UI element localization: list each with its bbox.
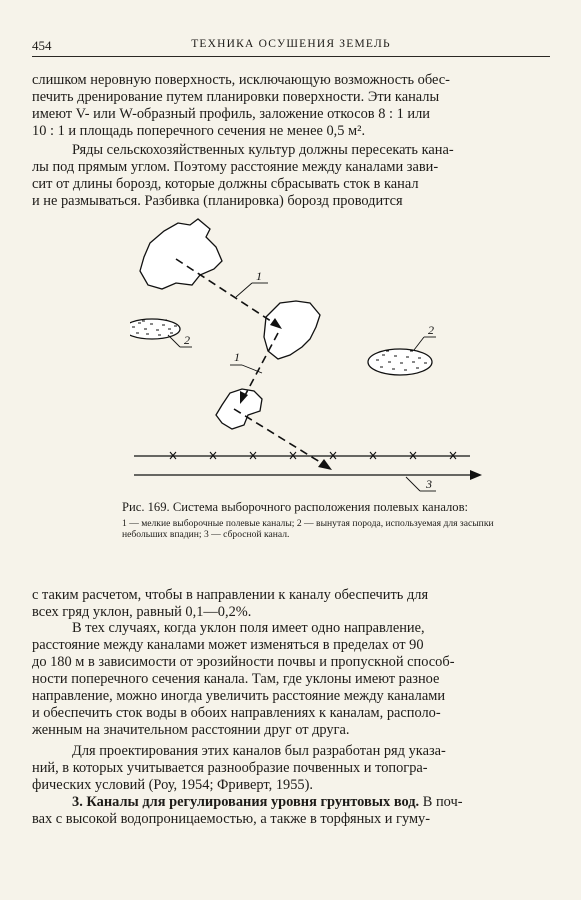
depression-lower bbox=[216, 389, 262, 429]
field-channel-to-drain bbox=[234, 409, 332, 470]
page-header bbox=[32, 36, 550, 57]
paragraph-3 bbox=[32, 587, 552, 621]
paragraph-5 bbox=[32, 743, 552, 794]
text-line: имеют V- или W-образный профиль, заложение откосов 8 : 1 или bbox=[32, 106, 430, 122]
label-spoil-heap-left: 2 bbox=[184, 333, 190, 347]
text-line: печить дренирование путем планировки поверхности. Эти каналы bbox=[32, 89, 440, 105]
caption-title: Рис. 169. Система выборочного расположения полевых каналов: bbox=[122, 500, 469, 514]
paragraph-1 bbox=[32, 72, 552, 140]
label-channel-lower: 1 bbox=[234, 350, 240, 364]
text-line: В тех случаях, когда уклон поля имеет одно направление, bbox=[72, 620, 425, 636]
field-channel-upper bbox=[176, 259, 282, 329]
page-number: 454 bbox=[32, 38, 52, 53]
spoil-heap-right bbox=[368, 349, 432, 375]
text-line: сит от длины борозд, которые должны сбрасывать сток в канал bbox=[32, 176, 419, 192]
label-spoil-heap-right: 2 bbox=[428, 323, 434, 337]
cross-marked-line bbox=[134, 452, 470, 459]
text-line: и обеспечить сток воды в обоих направлениях к каналам, располо- bbox=[32, 705, 441, 721]
paragraph-4 bbox=[32, 620, 552, 739]
text-line: ности поперечного сечения канала. Там, где уклоны имеют разное bbox=[32, 671, 440, 687]
label-channel-upper: 1 bbox=[256, 269, 262, 283]
paragraph-2 bbox=[32, 142, 552, 210]
text-line: направление, можно иногда увеличить расстояние между каналами bbox=[32, 688, 446, 704]
text-line: Ряды сельскохозяйственных культур должны пересекать кана- bbox=[72, 142, 454, 158]
spoil-heap-left bbox=[130, 319, 180, 339]
text-line: расстояние между каналами может изменяться в пределах от 90 bbox=[32, 637, 424, 653]
text-line: вах с высокой водопроницаемостью, а также в торфяных и гуму- bbox=[32, 811, 431, 827]
caption-legend: 1 — мелкие выборочные полевые каналы; 2 — вынутая порода, используемая для засыпки небольших впадин; 3 — сбросной канал. bbox=[122, 518, 494, 540]
running-title: ТЕХНИКА ОСУШЕНИЯ ЗЕМЕЛЬ bbox=[191, 38, 391, 50]
text-line bbox=[32, 794, 552, 811]
text-line: до 180 м в зависимости от эрозийности почвы и пропускной способ- bbox=[32, 654, 455, 670]
paragraph-6 bbox=[32, 794, 552, 828]
text-line: и не размываться. Разбивка (планировка) борозд проводится bbox=[32, 193, 403, 209]
depression-upper bbox=[140, 219, 222, 289]
depression-middle bbox=[264, 301, 320, 359]
field-channel-diagram bbox=[130, 205, 490, 510]
text-line: женным на значительном расстоянии друг от друга. bbox=[32, 722, 350, 738]
text-line: Для проектирования этих каналов был разработан ряд указа- bbox=[72, 743, 446, 759]
section-heading: 3. Каналы для регулирования уровня грунтовых вод. bbox=[72, 794, 420, 810]
text-fragment: В поч- bbox=[419, 794, 463, 810]
text-line: фических условий (Роу, 1954; Фриверт, 1955). bbox=[32, 777, 313, 793]
text-line: с таким расчетом, чтобы в направлении к каналу обеспечить для bbox=[32, 587, 429, 603]
figure-caption bbox=[122, 500, 502, 540]
text-line: лы под прямым углом. Поэтому расстояние между каналами зави- bbox=[32, 159, 439, 175]
text-line: слишком неровную поверхность, исключающую возможность обес- bbox=[32, 72, 450, 88]
label-drain-channel: 3 bbox=[426, 477, 432, 491]
text-line: всех гряд уклон, равный 0,1—0,2%. bbox=[32, 604, 252, 620]
text-line: ний, в которых учитывается разнообразие почвенных и топогра- bbox=[32, 760, 428, 776]
text-line: 10 : 1 и площадь поперечного сечения не менее 0,5 м². bbox=[32, 123, 366, 139]
